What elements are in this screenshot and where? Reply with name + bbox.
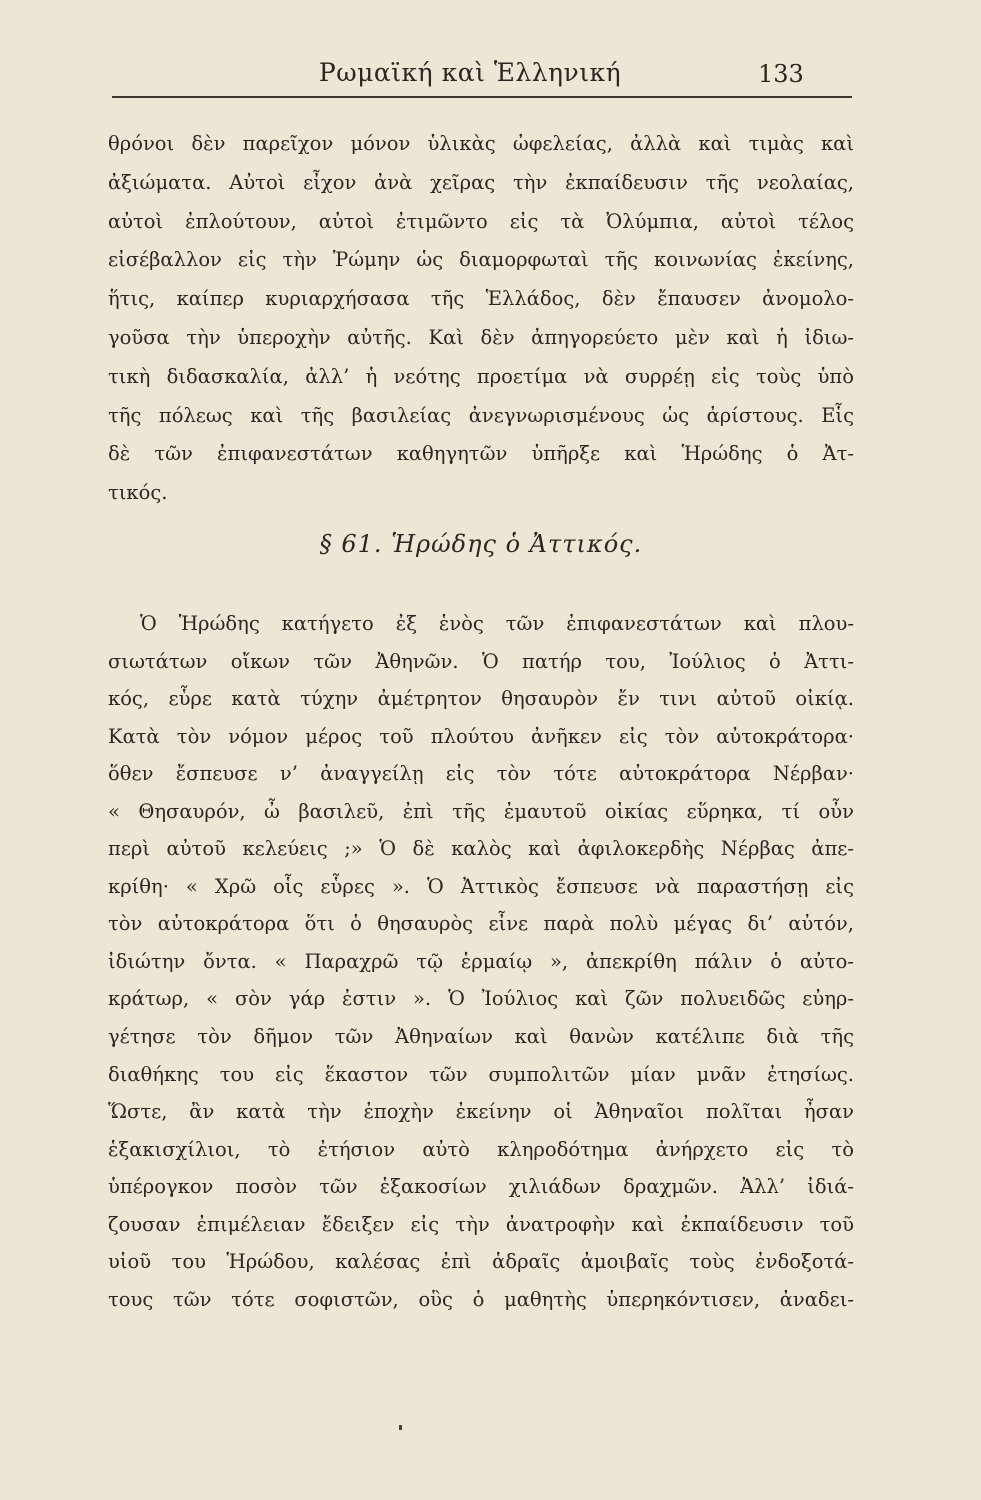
text-line: γέτησε τὸν δῆμον τῶν Ἀθηναίων καὶ θανὼν κατέλιπε διὰ τῆς (108, 1025, 854, 1049)
text-line: τὸν αὐτοκράτορα ὅτι ὁ θησαυρὸς εἶνε παρὰ πολὺ μέγας δι’ αὐτόν, (108, 912, 854, 936)
text-line: Κατὰ τὸν νόμον μέρος τοῦ πλούτου ἀνῆκεν εἰς τὸν αὐτοκράτορα· (108, 724, 854, 748)
section-heading: § 61. Ἡρώδης ὁ Ἀττικός. (319, 530, 643, 558)
header-rule (112, 96, 852, 98)
text-line: υἱοῦ του Ἡρώδου, καλέσας ἐπὶ ἁδραῖς ἀμοιβαῖς τοὺς ἐνδοξοτά- (108, 1250, 854, 1274)
text-line: ἀξιώματα. Αὐτοὶ εἶχον ἀνὰ χεῖρας τὴν ἐκπαίδευσιν τῆς νεολαίας, (108, 170, 854, 194)
text-line: ὑπέρογκον ποσὸν τῶν ἑξακοσίων χιλιάδων δραχμῶν. Ἀλλ’ ἰδιά- (108, 1175, 854, 1199)
text-line: τικὴ διδασκαλία, ἀλλ’ ἡ νεότης προετίμα νὰ συρρέῃ εἰς τοὺς ὑπὸ (108, 364, 854, 388)
page-header (0, 58, 981, 98)
paragraph-continued (108, 125, 854, 513)
ink-speck (399, 1425, 402, 1430)
section-paragraph (108, 605, 854, 1318)
text-line: ζουσαν ἐπιμέλειαν ἔδειξεν εἰς τὴν ἀνατροφὴν καὶ ἐκπαίδευσιν τοῦ (108, 1212, 854, 1236)
text-line: περὶ αὐτοῦ κελεύεις ;» Ὁ δὲ καλὸς καὶ ἀφιλοκερδὴς Νέρβας ἀπε- (108, 837, 854, 861)
text-line: εἰσέβαλλον εἰς τὴν Ῥώμην ὡς διαμορφωταὶ τῆς κοινωνίας ἐκείνης, (108, 248, 854, 272)
text-line: σιωτάτων οἴκων τῶν Ἀθηνῶν. Ὁ πατήρ του, Ἰούλιος ὁ Ἀττι- (108, 649, 854, 673)
text-line: δὲ τῶν ἐπιφανεστάτων καθηγητῶν ὑπῆρξε καὶ Ἡρώδης ὁ Ἀτ- (108, 442, 854, 466)
text-line: τικός. (108, 481, 168, 505)
text-line: αὐτοὶ ἐπλούτουν, αὐτοὶ ἐτιμῶντο εἰς τὰ Ὀλύμπια, αὐτοὶ τέλος (108, 209, 854, 233)
running-title: Ρωμαϊκή καὶ Ἑλληνική (318, 58, 622, 87)
text-line: τους τῶν τότε σοφιστῶν, οὓς ὁ μαθητὴς ὑπερηκόντισεν, ἀναδει- (108, 1287, 854, 1311)
text-line: κράτωρ, « σὸν γάρ ἐστιν ». Ὁ Ἰούλιος καὶ ζῶν πολυειδῶς εὐηρ- (108, 987, 854, 1011)
text-line: θρόνοι δὲν παρεῖχον μόνον ὑλικὰς ὠφελείας, ἀλλὰ καὶ τιμὰς καὶ (108, 132, 854, 155)
text-line: κρίθη· « Χρῶ οἷς εὗρες ». Ὁ Ἀττικὸς ἔσπευσε νὰ παραστήσῃ εἰς (108, 874, 854, 898)
text-line: γοῦσα τὴν ὑπεροχὴν αὐτῆς. Καὶ δὲν ἀπηγορεύετο μὲν καὶ ἡ ἰδιω- (108, 325, 854, 349)
text-line: τῆς πόλεως καὶ τῆς βασιλείας ἀνεγνωρισμένους ὡς ἀρίστους. Εἷς (108, 403, 854, 427)
text-line: Ὁ Ἡρώδης κατήγετο ἐξ ἑνὸς τῶν ἐπιφανεστάτων καὶ πλου- (140, 612, 854, 635)
text-line: ἰδιώτην ὄντα. « Παραχρῶ τῷ ἑρμαίῳ », ἀπεκρίθη πάλιν ὁ αὐτο- (108, 949, 854, 973)
text-line: « Θησαυρόν, ὦ βασιλεῦ, ἐπὶ τῆς ἐμαυτοῦ οἰκίας εὕρηκα, τί οὖν (108, 799, 854, 823)
text-line: κός, εὗρε κατὰ τύχην ἀμέτρητον θησαυρὸν ἔν τινι αὐτοῦ οἰκίᾳ. (108, 687, 854, 711)
text-line: Ὥστε, ἂν κατὰ τὴν ἐποχὴν ἐκείνην οἱ Ἀθηναῖοι πολῖται ἦσαν (108, 1100, 854, 1124)
text-line: ἥτις, καίπερ κυριαρχήσασα τῆς Ἑλλάδος, δὲν ἔπαυσεν ἀνομολο- (108, 287, 854, 311)
page-number: 133 (758, 60, 804, 88)
text-line: ὅθεν ἔσπευσε ν’ ἀναγγείλῃ εἰς τὸν τότε αὐτοκράτορα Νέρβαν· (108, 762, 854, 786)
text-line: ἑξακισχίλιοι, τὸ ἐτήσιον αὐτὸ κληροδότημα ἀνήρχετο εἰς τὸ (108, 1137, 854, 1161)
text-line: διαθήκης του εἰς ἕκαστον τῶν συμπολιτῶν μίαν μνᾶν ἐτησίως. (108, 1062, 854, 1086)
